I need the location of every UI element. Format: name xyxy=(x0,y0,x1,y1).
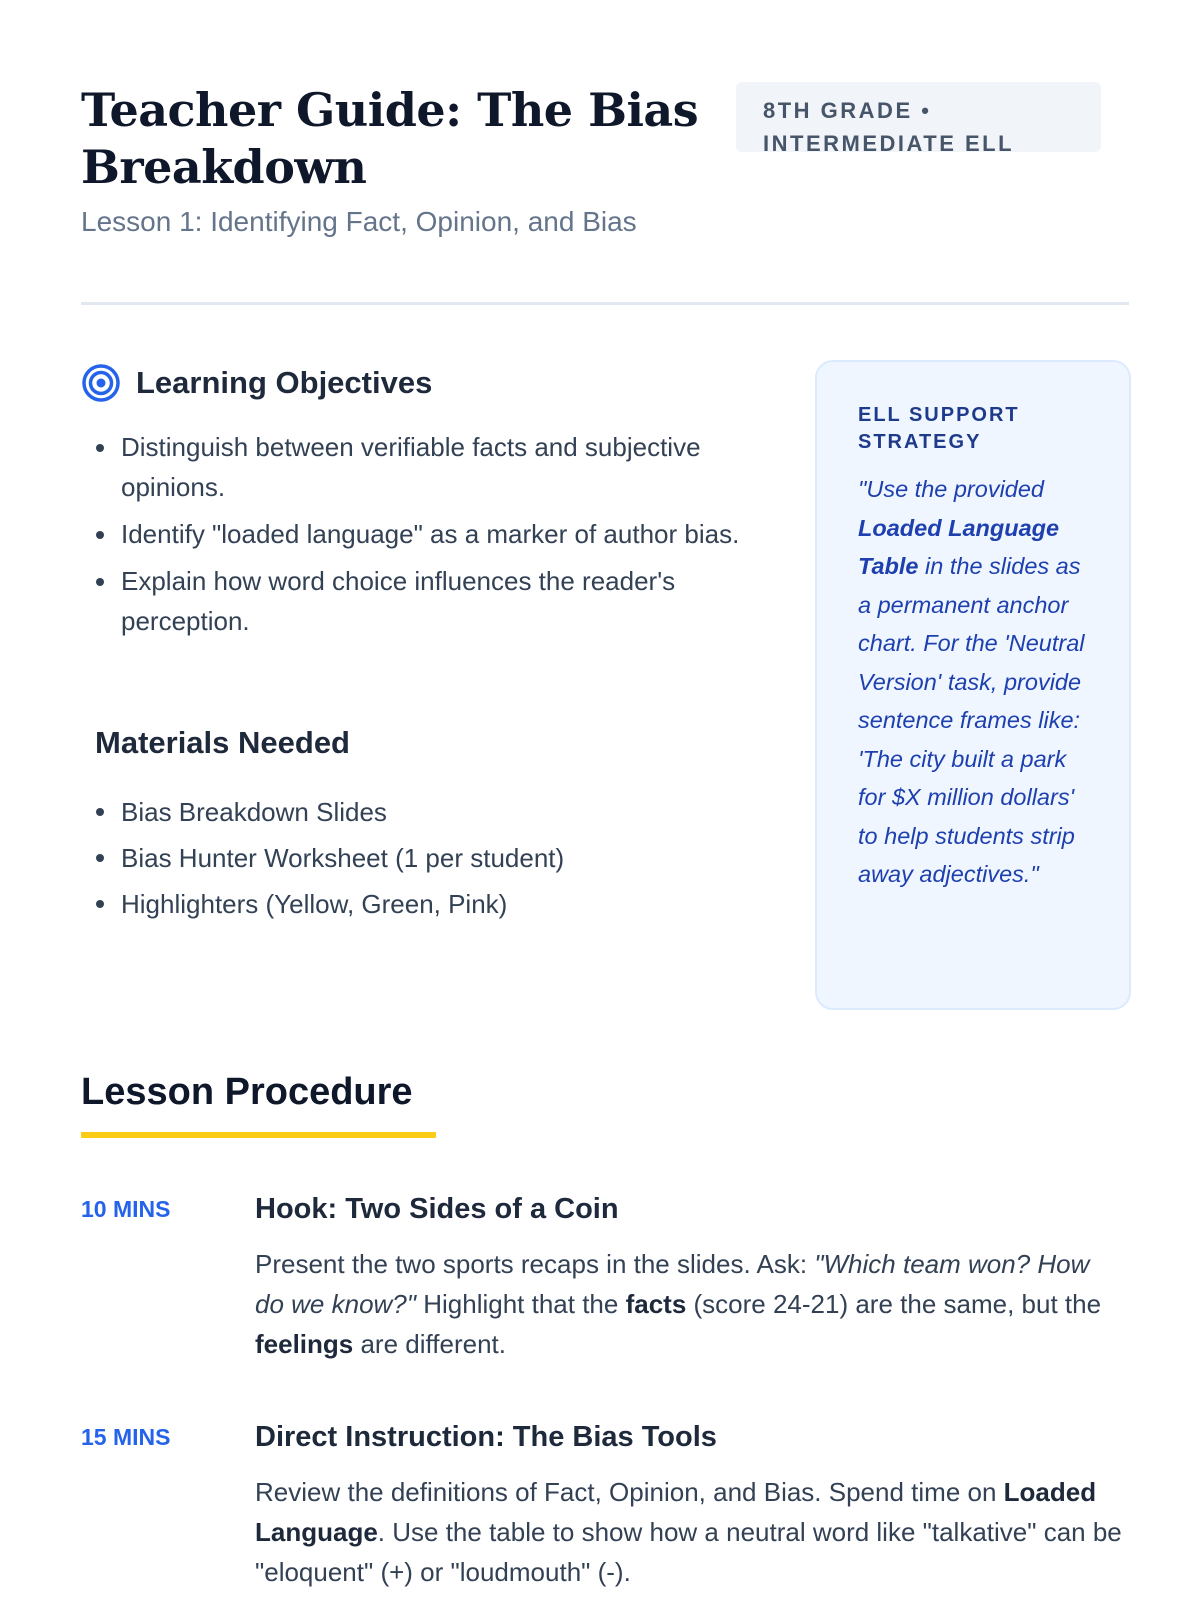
objective-item: Explain how word choice influences the reader's perception. xyxy=(121,561,781,641)
step-text: Present the two sports recaps in the slides. Ask: xyxy=(255,1249,815,1279)
material-item: Highlighters (Yellow, Green, Pink) xyxy=(121,881,781,927)
ell-quote-emphasis: Loaded Language Table xyxy=(858,514,1060,579)
material-item: Bias Hunter Worksheet (1 per student) xyxy=(121,835,781,881)
ell-support-quote xyxy=(858,470,1098,894)
step-title: Direct Instruction: The Bias Tools xyxy=(255,1421,717,1453)
step-title: Hook: Two Sides of a Coin xyxy=(255,1193,619,1225)
objectives-heading xyxy=(81,363,432,403)
page-header xyxy=(81,82,1129,302)
materials-list xyxy=(81,789,781,927)
target-icon xyxy=(81,363,121,403)
grade-level-badge: 8TH GRADE • INTERMEDIATE ELL xyxy=(736,82,1101,152)
step-emphasis: facts xyxy=(625,1289,687,1319)
header-divider xyxy=(81,302,1129,305)
step-description xyxy=(255,1472,1125,1592)
ell-support-box xyxy=(815,360,1131,1010)
ell-quote-end: in the slides as a permanent anchor chart. For the 'Neutral Version' task, provide sentence frames like: 'The city built a park for $X million dollars' to help students strip away adjectives." xyxy=(858,553,1085,887)
step-emphasis: feelings xyxy=(255,1329,354,1359)
step-question: "Which team won? How do we know?" xyxy=(255,1249,1090,1319)
materials-title: Materials Needed xyxy=(95,725,350,760)
procedure-underline xyxy=(81,1132,436,1138)
material-item: Bias Breakdown Slides xyxy=(121,789,781,835)
ell-quote-start: "Use the provided xyxy=(858,476,1045,502)
procedure-title: Lesson Procedure xyxy=(81,1071,413,1113)
objective-item: Distinguish between verifiable facts and subjective opinions. xyxy=(121,427,781,507)
page-title: Teacher Guide: The Bias Breakdown xyxy=(81,83,699,194)
ell-support-label: ELL SUPPORT STRATEGY xyxy=(858,404,1020,453)
step-text: (score 24-21) are the same, but the xyxy=(686,1289,1102,1319)
step-text: Highlight that the xyxy=(416,1289,626,1319)
step-text: are different. xyxy=(353,1329,506,1359)
step-duration: 15 MINS xyxy=(81,1424,171,1450)
objectives-list xyxy=(81,427,781,648)
step-duration: 10 MINS xyxy=(81,1196,171,1222)
step-emphasis: Loaded Language xyxy=(255,1477,1097,1547)
step-text: Review the definitions of Fact, Opinion, and Bias. Spend time on xyxy=(255,1477,1004,1507)
step-text: . Use the table to show how a neutral word like "talkative" can be "eloquent" (+) or "loudmouth" (-). xyxy=(255,1517,1122,1587)
objective-item: Identify "loaded language" as a marker of author bias. xyxy=(121,514,781,554)
objectives-title: Learning Objectives xyxy=(136,365,433,400)
lesson-subtitle: Lesson 1: Identifying Fact, Opinion, and Bias xyxy=(81,206,637,237)
step-description xyxy=(255,1244,1125,1364)
